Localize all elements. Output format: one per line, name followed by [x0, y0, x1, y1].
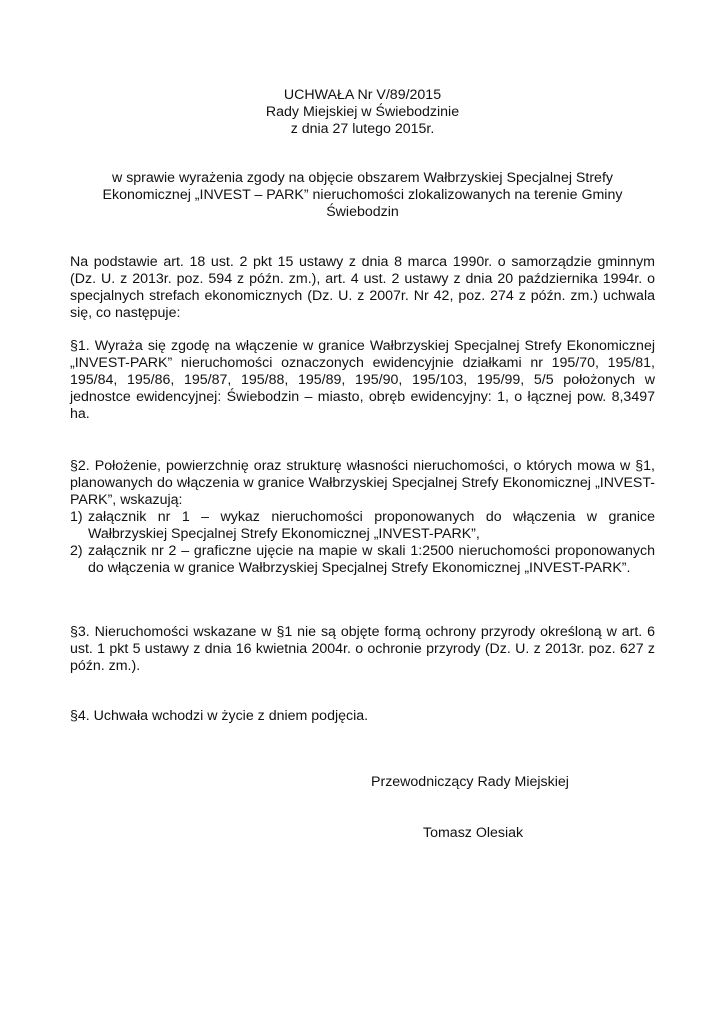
signatory-name: Tomasz Olesiak [423, 825, 524, 841]
section-2-block [70, 458, 655, 577]
resolution-subject: w sprawie wyrażenia zgody na objęcie obszarem Wałbrzyskiej Specjalnej Strefy Ekonomicznej „INVEST – PARK” nieruchomości zlokalizowanych na terenie Gminy Świebodzin [102, 170, 623, 220]
resolution-issuer: Rady Miejskiej w Świebodzinie [265, 104, 460, 120]
list-item [70, 509, 655, 543]
signatory-role: Przewodniczący Rady Miejskiej [371, 774, 569, 790]
section-1-paragraph: §1. Wyraża się zgodę na włączenie w granice Wałbrzyskiej Specjalnej Strefy Ekonomicznej „INVEST-PARK” nieruchomości oznaczonych ewidencyjnie działkami nr 195/70, 195/81, 195/84, 195/86, 195/87, 195/88, 195/89, 195/90, 195/103, 195/99, 5/5 położonych w jednostce ewidencyjnej: Świebodzin – miasto, obręb ewidencyjny: 1, o łącznej pow. 8,3497 ha. [70, 338, 655, 422]
resolution-date: z dnia 27 lutego 2015r. [290, 121, 435, 137]
section-2-list [70, 509, 655, 577]
resolution-header [0, 87, 725, 138]
section-4-paragraph: §4. Uchwała wchodzi w życie z dniem podjęcia. [70, 708, 369, 724]
list-item [70, 543, 655, 577]
resolution-title: UCHWAŁA Nr V/89/2015 [283, 87, 442, 103]
list-item-text: załącznik nr 2 – graficzne ujęcie na mapie w skali 1:2500 nieruchomości proponowanych do włączenia w granice Wałbrzyskiej Specjalnej Strefy Ekonomicznej „INVEST-PARK”. [88, 543, 655, 576]
list-item-number: 2) [70, 543, 83, 559]
list-item-text: załącznik nr 1 – wykaz nieruchomości proponowanych do włączenia w granice Wałbrzyskiej Specjalnej Strefy Ekonomicznej „INVEST-PARK”, [88, 509, 655, 542]
list-item-number: 1) [70, 509, 83, 525]
section-2-intro: §2. Położenie, powierzchnię oraz strukturę własności nieruchomości, o których mowa w §1, planowanych do włączenia w granice Wałbrzyskiej Specjalnej Strefy Ekonomicznej „INVEST-PARK”, wskazują: [70, 458, 655, 508]
section-3-paragraph: §3. Nieruchomości wskazane w §1 nie są objęte formą ochrony przyrody określoną w art. 6 ust. 1 pkt 5 ustawy z dnia 16 kwietnia 2004r. o ochronie przyrody (Dz. U. z 2013r. poz. 627 z późn. zm.). [70, 624, 655, 674]
preamble-paragraph: Na podstawie art. 18 ust. 2 pkt 15 ustawy z dnia 8 marca 1990r. o samorządzie gminnym (Dz. U. z 2013r. poz. 594 z późn. zm.), art. 4 ust. 2 ustawy z dnia 20 października 1994r. o specjalnych strefach ekonomicznych (Dz. U. z 2007r. Nr 42, poz. 274 z późn. zm.) uchwala się, co następuje: [70, 254, 655, 321]
